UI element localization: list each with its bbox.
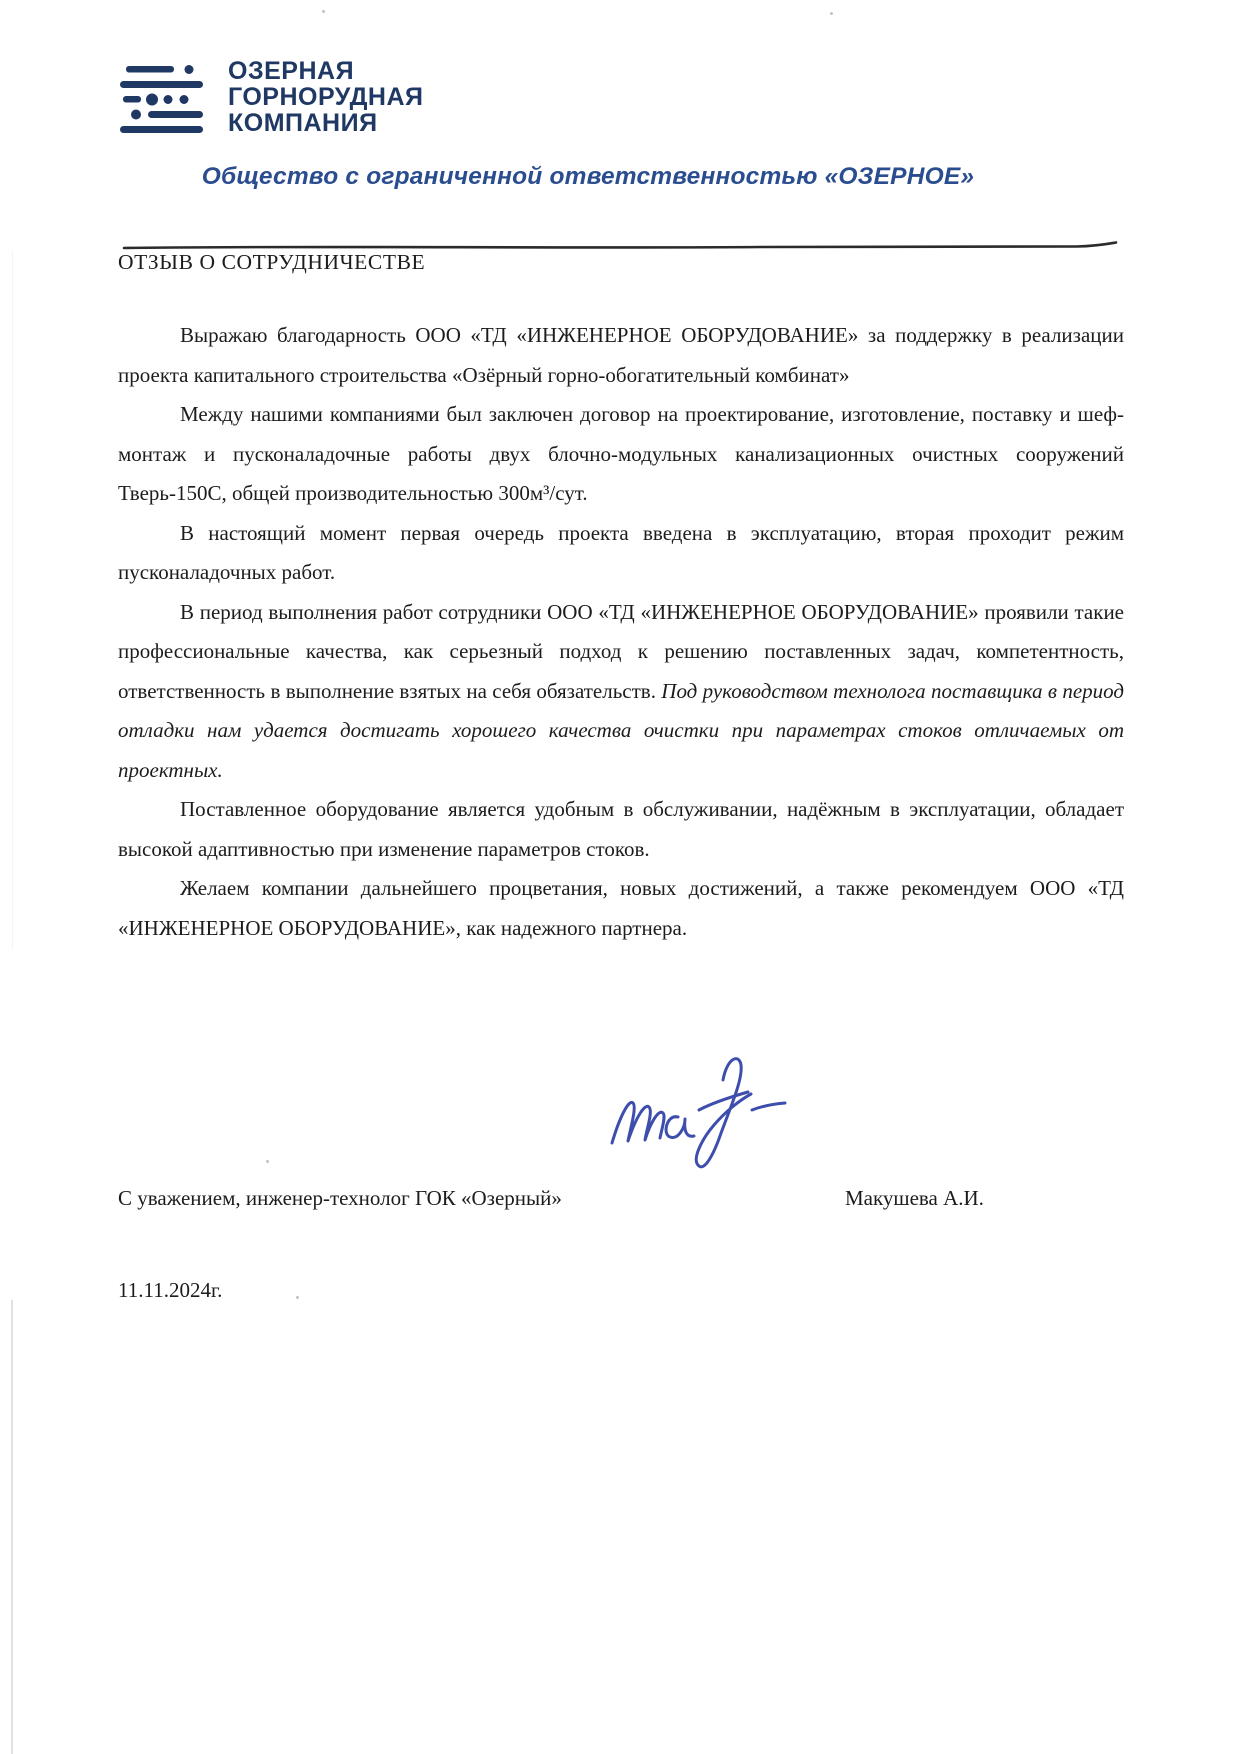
logo-line-1: ОЗЕРНАЯ [228, 57, 355, 85]
paragraph-text: Поставленное оборудование является удобным в обслуживании, надёжным в эксплуатации, обладает высокой адаптивностью при изменение параметров стоков. [118, 797, 1124, 861]
body-paragraph-3 [118, 514, 1124, 593]
company-title: Общество с ограниченной ответственностью «ОЗЕРНОЕ» [201, 163, 975, 190]
paragraph-text: В настоящий момент первая очередь проекта введена в эксплуатацию, вторая проходит режим пусконаладочных работ. [118, 520, 1124, 584]
paragraph-text: Между нашими компаниями был заключен договор на проектирование, изготовление, поставку и шеф-монтаж и пусконаладочные работы двух блочно-модульных канализационных очистных сооружений Тверь-150С, общей производительностью 300м³/сут. [118, 402, 1124, 505]
body-paragraph-5 [118, 790, 1124, 869]
handwritten-signature [602, 1048, 792, 1178]
logo-line-2: ГОРНОРУДНАЯ [228, 83, 424, 111]
logo-line-3: КОМПАНИЯ [228, 109, 378, 137]
logo-mark-icon [118, 64, 206, 140]
company-logo [118, 58, 423, 140]
scan-artifact-edge-line [12, 250, 13, 950]
logo-wordmark [228, 58, 423, 136]
scan-artifact-speck [296, 1296, 299, 1299]
document-body [118, 316, 1124, 948]
paragraph-text: Желаем компании дальнейшего процветания, новых достижений, а также рекомендуем ООО «ТД «ИНЖЕНЕРНОЕ ОБОРУДОВАНИЕ», как надежного партнера. [118, 876, 1124, 940]
closing-line: С уважением, инженер-технолог ГОК «Озерный» [118, 1186, 562, 1210]
paragraph-text: Выражаю благодарность ООО «ТД «ИНЖЕНЕРНОЕ ОБОРУДОВАНИЕ» за поддержку в реализации проекта капитального строительства «Озёрный горно-обогатительный комбинат» [118, 323, 1124, 387]
scan-artifact-speck [322, 10, 325, 13]
scan-artifact-speck [830, 12, 833, 15]
body-paragraph-1 [118, 316, 1124, 395]
paragraph-italic-text: Под руководством технолога поставщика в период отладки нам удается достигать хорошего качества очистки при параметрах стоков отличаемых от проектных. [118, 678, 1124, 782]
paragraph-text: В период выполнения работ сотрудники ООО «ТД «ИНЖЕНЕРНОЕ ОБОРУДОВАНИЕ» проявили такие профессиональные качества, как серьезный подход к решению поставленных задач, компетентность, ответственность в выполнение взятых на себя обязательств. [118, 599, 1124, 703]
scan-artifact-edge-line [11, 1300, 13, 1754]
scan-artifact-speck [266, 1160, 269, 1163]
body-paragraph-6 [118, 869, 1124, 948]
body-paragraph-4 [118, 593, 1124, 791]
document-date: 11.11.2024г. [118, 1278, 223, 1302]
document-heading: ОТЗЫВ О СОТРУДНИЧЕСТВЕ [118, 250, 426, 274]
signer-name: Макушева А.И. [845, 1186, 984, 1210]
body-paragraph-2 [118, 395, 1124, 514]
